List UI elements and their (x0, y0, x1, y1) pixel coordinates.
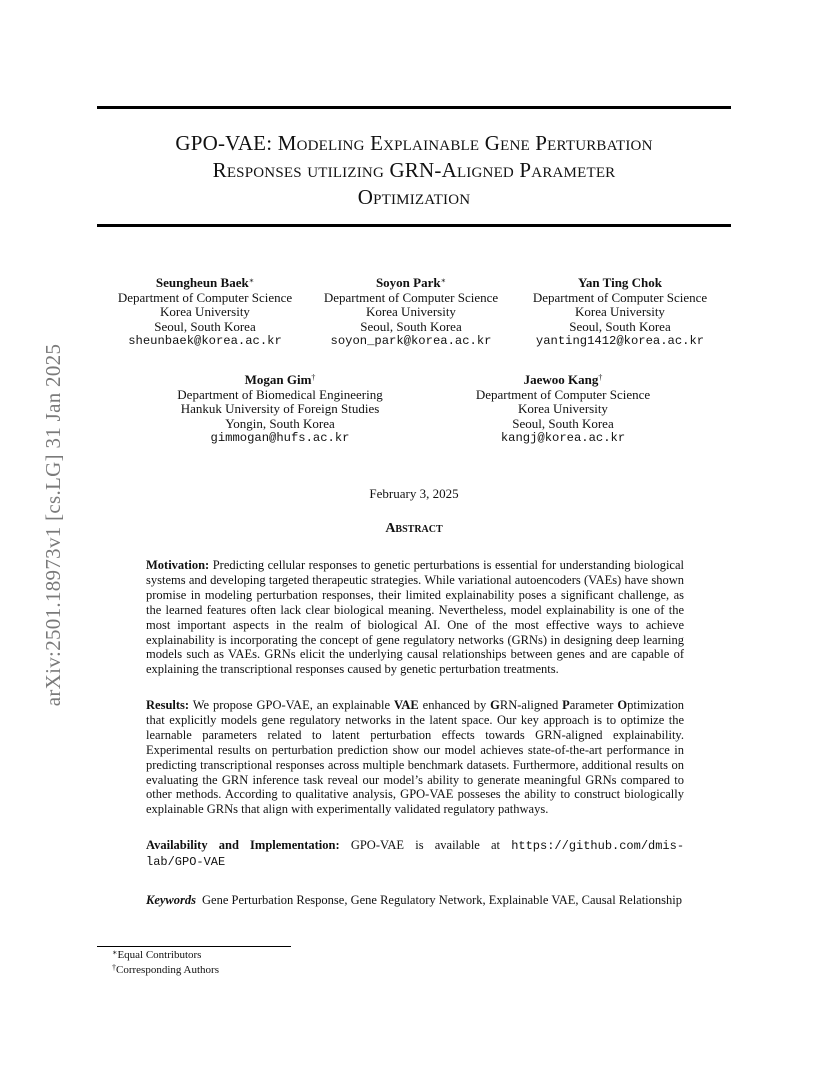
author-block (443, 373, 683, 446)
author-org: Korea University (575, 304, 665, 320)
author-email[interactable]: sheunbaek@korea.ac.kr (128, 334, 282, 349)
author-block (160, 373, 400, 446)
author-org: Korea University (518, 401, 608, 417)
author-email[interactable]: yanting1412@korea.ac.kr (535, 334, 705, 349)
author-name: Mogan Gim (244, 372, 312, 387)
author-name: Soyon Park (375, 275, 441, 290)
author-location: Seoul, South Korea (360, 318, 462, 334)
title-line: GPO-VAE: Modeling Explainable Gene Perturbation (175, 131, 653, 155)
abstract-heading: Abstract (385, 521, 443, 536)
author-location: Seoul, South Korea (512, 415, 614, 431)
footnote-mark: ∗ (112, 948, 118, 957)
author-dept: Department of Computer Science (117, 289, 293, 305)
author-location: Seoul, South Korea (154, 318, 256, 334)
paper-date: February 3, 2025 (369, 486, 459, 501)
author-email[interactable]: gimmogan@hufs.ac.kr (210, 431, 350, 446)
availability-label: Availability and Implementation: (146, 838, 340, 852)
title-top-rule (97, 106, 731, 109)
title-line: Optimization (357, 185, 471, 209)
author-block (520, 276, 720, 349)
author-name: Jaewoo Kang (523, 372, 599, 387)
author-email[interactable]: soyon_park@korea.ac.kr (330, 334, 492, 349)
results-text: arameter (569, 698, 614, 712)
author-mark: ∗ (440, 276, 447, 285)
results-bold: VAE (393, 698, 419, 712)
author-block (105, 276, 305, 349)
abstract-results (146, 698, 684, 817)
author-dept: Department of Computer Science (323, 289, 499, 305)
keywords-text: Gene Perturbation Response, Gene Regulatory Network, Explainable VAE, Causal Relationship (202, 893, 682, 907)
arxiv-stamp: arXiv:2501.18973v1 [cs.LG] 31 Jan 2025 (41, 343, 65, 707)
results-text: ptimization that explicitly models gene regulatory networks in the latent space. Our key approach is to optimize the learnable parameters related to latent perturbation effects towards GRN-aligned explainability. Experimental results on perturbation prediction show our model achieves state-of-the-art performance in predicting transcriptional responses across multiple benchmark datasets. Furthermore, additional results on evaluating the GRN inference task reveal our model’s ability to generate meaningful GRNs compared to other methods. According to qualitative analysis, GPO-VAE posseses the ability to construct biologically explainable GRNs that align with experimentally validated regulatory pathways. (146, 698, 685, 817)
motivation-label: Motivation: (146, 558, 210, 572)
footnote-mark: † (112, 963, 116, 972)
abstract-availability (146, 838, 684, 870)
results-text: enhanced by (422, 698, 487, 712)
author-mark: † (598, 373, 603, 382)
author-org: Hankuk University of Foreign Studies (180, 401, 380, 417)
footnote-rule (97, 946, 291, 947)
author-mark: † (311, 373, 316, 382)
author-dept: Department of Computer Science (532, 289, 708, 305)
keywords (146, 893, 684, 908)
github-link[interactable]: https://github.com/dmis-lab/GPO-VAE (146, 839, 685, 869)
results-bold: O (617, 698, 628, 712)
author-email[interactable]: kangj@korea.ac.kr (500, 431, 626, 446)
author-dept: Department of Biomedical Engineering (177, 386, 383, 402)
title-line: Responses utilizing GRN-Aligned Parameter (212, 158, 616, 182)
motivation-text: Predicting cellular responses to genetic perturbations is essential for understanding biological systems and developing targeted therapeutic strategies. While variational autoencoders (VAEs) have shown promise in modeling perturbation responses, their limited explainability poses a significant challenge, as the learned features often lack clear biological meaning. Nevertheless, model explainability is one of the most important aspects in the realm of biological AI. One of the most effective ways to achieve explainability is incorporating the concept of gene regulatory networks (GRNs) in designing deep learning models such as VAEs. GRNs elicit the underlying causal relationships between genes and are capable of explaining the transcriptional responses caused by genetic perturbation treatments. (146, 558, 684, 677)
footnote (112, 948, 201, 962)
author-block (311, 276, 511, 349)
author-location: Yongin, South Korea (225, 415, 335, 431)
title-bottom-rule (97, 224, 731, 227)
author-dept: Department of Computer Science (475, 386, 651, 402)
author-org: Korea University (366, 304, 456, 320)
author-org: Korea University (160, 304, 250, 320)
author-name: Yan Ting Chok (577, 275, 663, 290)
author-mark: ∗ (248, 276, 255, 285)
author-name: Seungheun Baek (155, 275, 249, 290)
keywords-label: Keywords (146, 893, 196, 907)
results-bold: G (490, 698, 500, 712)
paper-title (97, 130, 731, 211)
footnote-text: Equal Contributors (117, 949, 202, 961)
footnote-text: Corresponding Authors (116, 964, 219, 976)
results-text: RN-aligned (499, 698, 559, 712)
results-text: We propose GPO-VAE, an explainable (192, 698, 391, 712)
results-label: Results: (146, 698, 190, 712)
author-location: Seoul, South Korea (569, 318, 671, 334)
abstract-motivation (146, 558, 684, 677)
footnote (112, 963, 219, 977)
availability-text: GPO-VAE is available at (350, 838, 501, 852)
results-bold: P (562, 698, 570, 712)
